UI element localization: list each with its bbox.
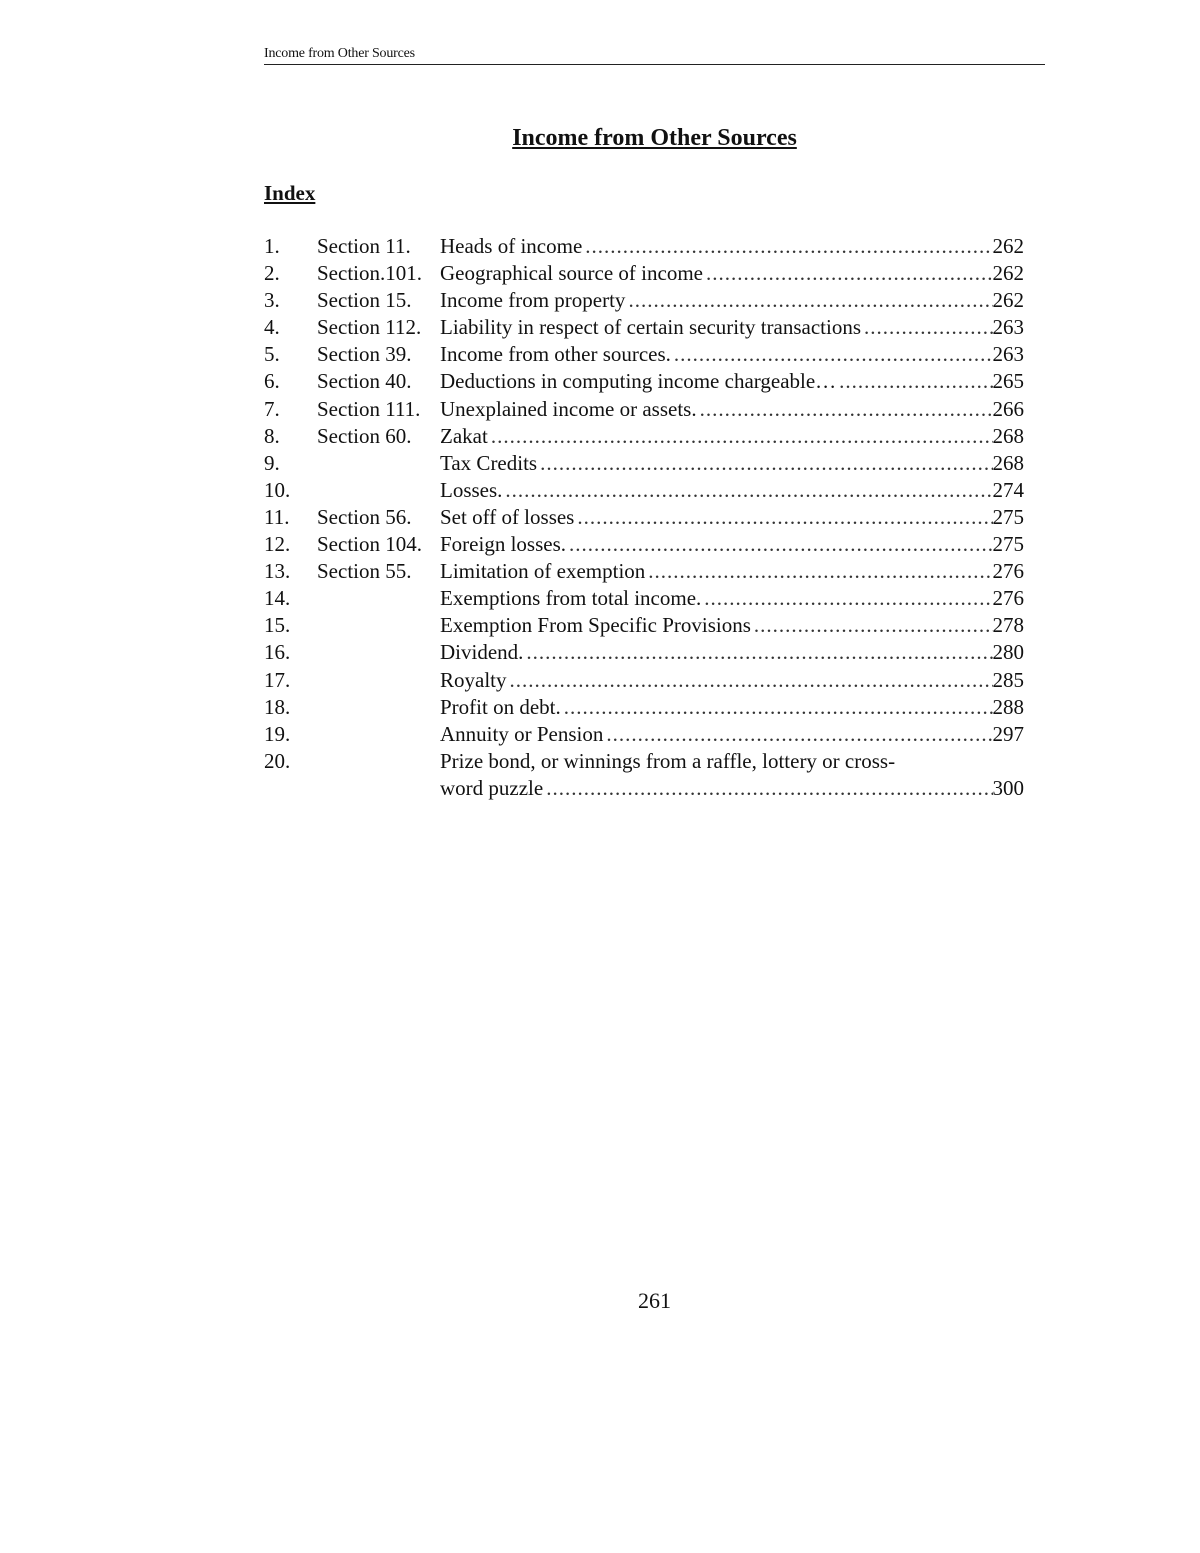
toc-title-line1: Prize bond, or winnings from a raffle, lottery or cross- [440, 748, 896, 773]
toc-entry [440, 423, 1024, 450]
toc-title: Set off of losses [440, 504, 575, 529]
toc-page: 262 [992, 234, 1024, 258]
toc-section: Section 39. [317, 342, 412, 367]
toc-page: 276 [992, 586, 1024, 611]
toc-page: 266 [992, 396, 1024, 421]
toc-entry [440, 667, 1024, 694]
dot-leader [569, 531, 993, 558]
document-title: Income from Other Sources [512, 125, 797, 151]
toc-section: Section 15. [317, 288, 412, 313]
toc-section: Section 11. [317, 234, 411, 258]
dot-leader [577, 504, 992, 531]
toc-entry [440, 558, 1024, 585]
toc-title: Limitation of exemption [440, 559, 646, 584]
toc-title: Profit on debt. [440, 694, 561, 719]
toc-number: 17. [264, 667, 291, 692]
toc-title: Annuity or Pension [440, 721, 604, 746]
toc-title: Liability in respect of certain security transactions [440, 315, 862, 340]
toc-page: 268 [992, 423, 1024, 448]
toc-title: Tax Credits [440, 450, 538, 475]
toc-title: Exemption From Specific Provisions [440, 613, 751, 638]
dot-leader [491, 423, 993, 450]
toc-row [264, 748, 1024, 802]
dot-leader [706, 260, 993, 287]
toc-number: 10. [264, 477, 291, 502]
toc-title: Exemptions from total income. [440, 586, 702, 611]
toc-row [264, 341, 1024, 368]
toc-page: 263 [992, 342, 1024, 367]
toc-number: 9. [264, 450, 280, 475]
toc-number: 7. [264, 396, 280, 421]
dot-leader [546, 775, 992, 802]
toc-title: Deductions in computing income chargeable… [440, 369, 837, 394]
toc-entry [440, 694, 1024, 721]
toc-section: Section 111. [317, 396, 421, 421]
toc-number: 4. [264, 315, 280, 340]
toc-title: Unexplained income or assets. [440, 396, 697, 421]
dot-leader [564, 694, 993, 721]
toc-section: Section 60. [317, 423, 412, 448]
table-of-contents [264, 233, 1024, 802]
toc-entry [440, 748, 1024, 802]
toc-row [264, 396, 1024, 423]
dot-leader [700, 396, 993, 423]
toc-number: 2. [264, 261, 280, 286]
toc-row [264, 531, 1024, 558]
toc-number: 19. [264, 721, 291, 746]
toc-page: 288 [992, 694, 1024, 719]
toc-number: 3. [264, 288, 280, 313]
toc-row [264, 423, 1024, 450]
toc-number: 16. [264, 640, 291, 665]
toc-entry [440, 233, 1024, 260]
toc-section: Section 112. [317, 315, 422, 340]
toc-title: Geographical source of income [440, 261, 703, 286]
toc-number: 14. [264, 586, 291, 611]
toc-number: 12. [264, 532, 291, 557]
toc-entry [440, 721, 1024, 748]
dot-leader [585, 233, 992, 260]
toc-row [264, 287, 1024, 314]
toc-number: 20. [264, 748, 291, 773]
toc-number: 11. [264, 504, 290, 529]
toc-page: 280 [992, 640, 1024, 665]
dot-leader [674, 341, 993, 368]
toc-row [264, 504, 1024, 531]
toc-title: Losses. [440, 477, 503, 502]
toc-title: Foreign losses. [440, 532, 566, 557]
toc-row [264, 477, 1024, 504]
toc-entry [440, 396, 1024, 423]
toc-row [264, 233, 1024, 260]
toc-entry [440, 260, 1024, 287]
toc-number: 1. [264, 234, 280, 258]
running-header-title: Income from Other Sources [264, 46, 415, 61]
dot-leader [540, 450, 992, 477]
toc-row [264, 585, 1024, 612]
toc-number: 5. [264, 342, 280, 367]
toc-entry [440, 341, 1024, 368]
dot-leader [628, 287, 992, 314]
dot-leader [505, 477, 992, 504]
toc-number: 6. [264, 369, 280, 394]
toc-page: 285 [992, 667, 1024, 692]
toc-page: 276 [992, 559, 1024, 584]
page-number: 261 [638, 1288, 671, 1313]
dot-leader [606, 721, 992, 748]
toc-row [264, 612, 1024, 639]
toc-entry [440, 504, 1024, 531]
toc-entry [440, 585, 1024, 612]
toc-section: Section.101. [317, 261, 422, 286]
toc-title-line2: word puzzle [440, 775, 544, 800]
toc-row [264, 260, 1024, 287]
toc-page: 268 [992, 450, 1024, 475]
toc-title: Royalty [440, 667, 507, 692]
toc-title: Dividend. [440, 640, 524, 665]
toc-section: Section 104. [317, 532, 422, 557]
dot-leader [526, 639, 992, 666]
toc-section: Section 56. [317, 504, 412, 529]
dot-leader [648, 558, 992, 585]
toc-title: Income from property [440, 288, 626, 313]
toc-title-line2-wrap [440, 775, 1024, 802]
toc-row [264, 314, 1024, 341]
toc-entry [440, 639, 1024, 666]
running-header [264, 44, 1045, 65]
toc-number: 8. [264, 423, 280, 448]
dot-leader [864, 314, 992, 341]
toc-entry [440, 368, 1024, 395]
toc-page: 297 [992, 721, 1024, 746]
index-heading: Index [264, 181, 316, 205]
toc-entry [440, 314, 1024, 341]
dot-leader [510, 667, 993, 694]
toc-title: Heads of income [440, 234, 583, 258]
toc-section: Section 40. [317, 369, 412, 394]
toc-number: 13. [264, 559, 291, 584]
toc-number: 15. [264, 613, 291, 638]
toc-row [264, 667, 1024, 694]
toc-page: 274 [992, 477, 1024, 502]
toc-title: Income from other sources. [440, 342, 671, 367]
toc-page: 262 [992, 261, 1024, 286]
toc-row [264, 694, 1024, 721]
toc-entry [440, 450, 1024, 477]
toc-section: Section 55. [317, 559, 412, 584]
toc-page: 275 [992, 532, 1024, 557]
toc-number: 18. [264, 694, 291, 719]
toc-row [264, 558, 1024, 585]
toc-row [264, 639, 1024, 666]
dot-leader [839, 368, 992, 395]
toc-row [264, 721, 1024, 748]
toc-entry [440, 531, 1024, 558]
toc-page: 262 [992, 288, 1024, 313]
toc-entry [440, 612, 1024, 639]
toc-page: 265 [992, 369, 1024, 394]
toc-row [264, 450, 1024, 477]
toc-page: 263 [992, 315, 1024, 340]
toc-row [264, 368, 1024, 395]
toc-entry [440, 287, 1024, 314]
toc-title: Zakat [440, 423, 488, 448]
dot-leader [704, 585, 992, 612]
toc-page: 278 [992, 613, 1024, 638]
toc-entry [440, 477, 1024, 504]
toc-page: 275 [992, 504, 1024, 529]
toc-page: 300 [992, 775, 1024, 800]
dot-leader [754, 612, 993, 639]
